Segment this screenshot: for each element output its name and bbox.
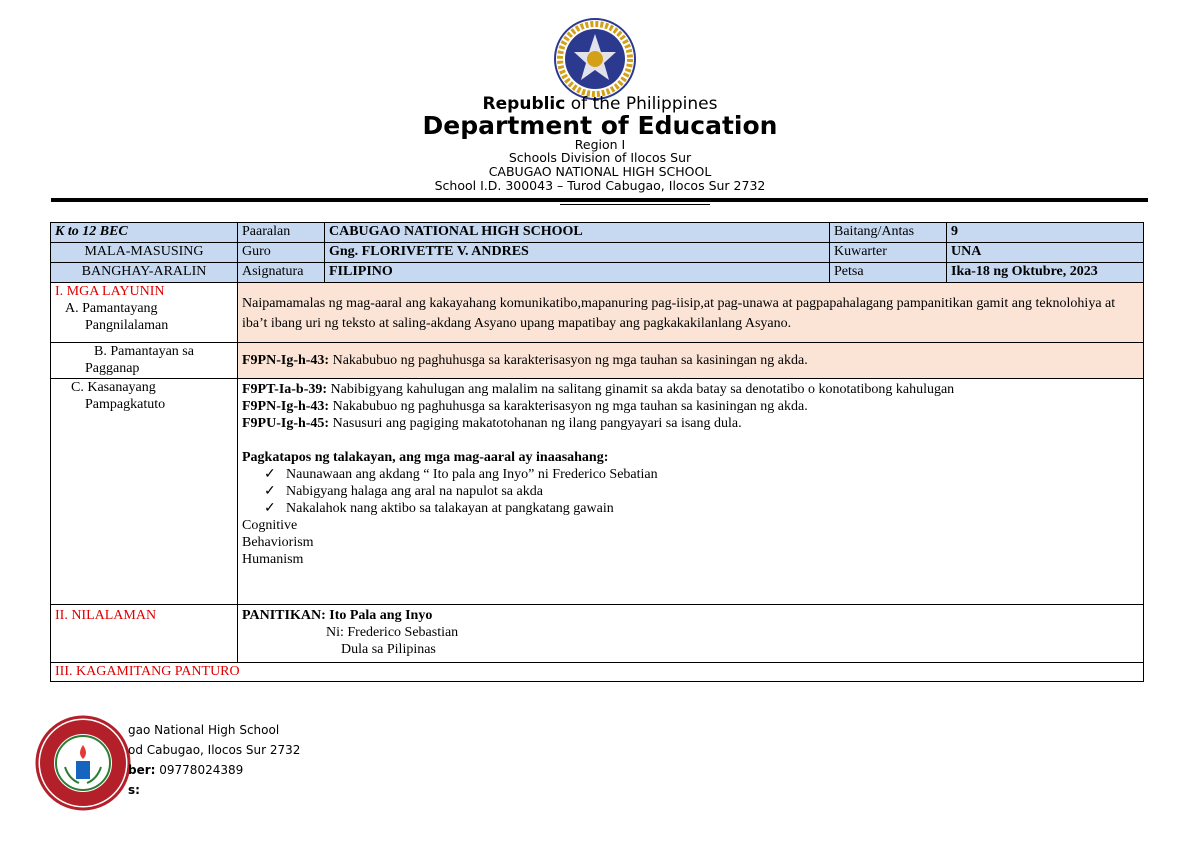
checkmark-icon: ✓ [264, 501, 276, 516]
school-logo [35, 715, 131, 811]
kasanayang-label-2: Pampagkatuto [85, 397, 166, 412]
pamantayang-pangnilalaman-text: Naipamamalas ng mag-aaral ang kakayahang komunikatibo,mapanuring pag-iisip,at pag-unawa at pagpapahalagang pampanitikan gamit ang teknolohiya at iba’t ibang uri ng teksto at saling-akdang Asyano upang mapatibay ang pagkakakilanlang Asyano. [238, 283, 1144, 343]
header-school: CABUGAO NATIONAL HIGH SCHOOL [488, 164, 712, 179]
footer-email: s: [128, 783, 140, 797]
pamantayan-sa-pagganap-text [238, 343, 1144, 379]
header-division: Schools Division of Ilocos Sur [508, 150, 692, 165]
footer-school-name: gao National High School [128, 723, 280, 737]
kasanayang-label-1: C. Kasanayang [71, 380, 156, 395]
header-region: Region I [574, 137, 626, 152]
theory-item: Behaviorism [242, 535, 314, 550]
objective-item: ✓ Nakalahok nang aktibo sa talakayan at pangkatang gawain [264, 501, 614, 516]
objective-item: ✓ Naunawaan ang akdang “ Ito pala ang Inyo” ni Frederico Sebatian [264, 467, 658, 482]
layunin-c-cell [51, 379, 238, 605]
corner-mala-masusing: MALA-MASUSING [51, 243, 238, 263]
kuwarter-label: Kuwarter [830, 243, 947, 263]
layunin-b-cell [51, 343, 238, 379]
header-divider-thin [560, 204, 710, 205]
petsa-value: Ika-18 ng Oktubre, 2023 [947, 263, 1144, 283]
nilalaman-heading: II. NILALAMAN [51, 605, 238, 663]
header-department: Department of Education [422, 111, 778, 140]
deped-seal-logo [554, 18, 636, 100]
corner-k12-bec: K to 12 BEC [51, 223, 238, 243]
paaralan-label: Paaralan [238, 223, 325, 243]
layunin-a-cell [51, 283, 238, 343]
asignatura-label: Asignatura [238, 263, 325, 283]
header-school-id: School I.D. 300043 – Turod Cabugao, Ilocos Sur 2732 [434, 178, 766, 193]
header-republic: Republic of the Philippines [482, 94, 718, 114]
paaralan-value: CABUGAO NATIONAL HIGH SCHOOL [325, 223, 830, 243]
b-competency-code: F9PN-Ig-h-43: [242, 353, 330, 368]
pamantayan-sa-label-2: Pagganap [85, 361, 140, 376]
petsa-label: Petsa [830, 263, 947, 283]
theory-item: Cognitive [242, 518, 298, 533]
panitikan-title: PANITIKAN: Ito Pala ang Inyo [242, 608, 433, 623]
pamantayan-sa-label-1: B. Pamantayan sa [94, 344, 194, 359]
lesson-plan-table [50, 222, 1144, 682]
competency-item: F9PT-Ia-b-39: Nabibigyang kahulugan ang malalim na salitang ginamit sa akda batay sa denotatibo o konotatibong kahulugan [242, 382, 955, 397]
nilalaman-content [238, 605, 1144, 663]
guro-label: Guro [238, 243, 325, 263]
competency-item: F9PN-Ig-h-43: Nakabubuo ng paghuhusga sa karakterisasyon ng mga tauhan sa kasiningan ng akda. [242, 399, 808, 414]
checkmark-icon: ✓ [264, 484, 276, 499]
baitang-value: 9 [947, 223, 1144, 243]
kasanayang-pampagkatuto-content [238, 379, 1144, 605]
objective-item: ✓ Nabigyang halaga ang aral na napulot sa akda [264, 484, 543, 499]
competency-item: F9PU-Ig-h-45: Nasusuri ang pagiging makatotohanan ng ilang pangyayari sa isang dula. [242, 416, 742, 431]
asignatura-value: FILIPINO [325, 263, 830, 283]
panitikan-author: Ni: Frederico Sebastian [326, 625, 459, 640]
corner-banghay-aralin: BANGHAY-ARALIN [51, 263, 238, 283]
layunin-heading: I. MGA LAYUNIN [55, 284, 165, 299]
header-divider-thick [51, 198, 1148, 202]
panitikan-genre: Dula sa Pilipinas [341, 642, 436, 657]
baitang-label: Baitang/Antas [830, 223, 947, 243]
footer-contact-number: ber: 09778024389 [128, 763, 244, 777]
footer-address: od Cabugao, Ilocos Sur 2732 [128, 743, 301, 757]
kuwarter-value: UNA [947, 243, 1144, 263]
checkmark-icon: ✓ [264, 467, 276, 482]
pamantayang-label-1: A. Pamantayang [65, 301, 158, 316]
b-competency-text: Nakabubuo ng paghuhusga sa karakterisasyon ng mga tauhan sa kasiningan ng akda. [329, 353, 808, 368]
kagamitan-heading: III. KAGAMITANG PANTURO [51, 663, 1144, 682]
theory-item: Humanism [242, 552, 304, 567]
pamantayang-label-2: Pangnilalaman [85, 318, 169, 333]
expectations-heading: Pagkatapos ng talakayan, ang mga mag-aaral ay inaasahang: [242, 450, 609, 465]
guro-value: Gng. FLORIVETTE V. ANDRES [325, 243, 830, 263]
